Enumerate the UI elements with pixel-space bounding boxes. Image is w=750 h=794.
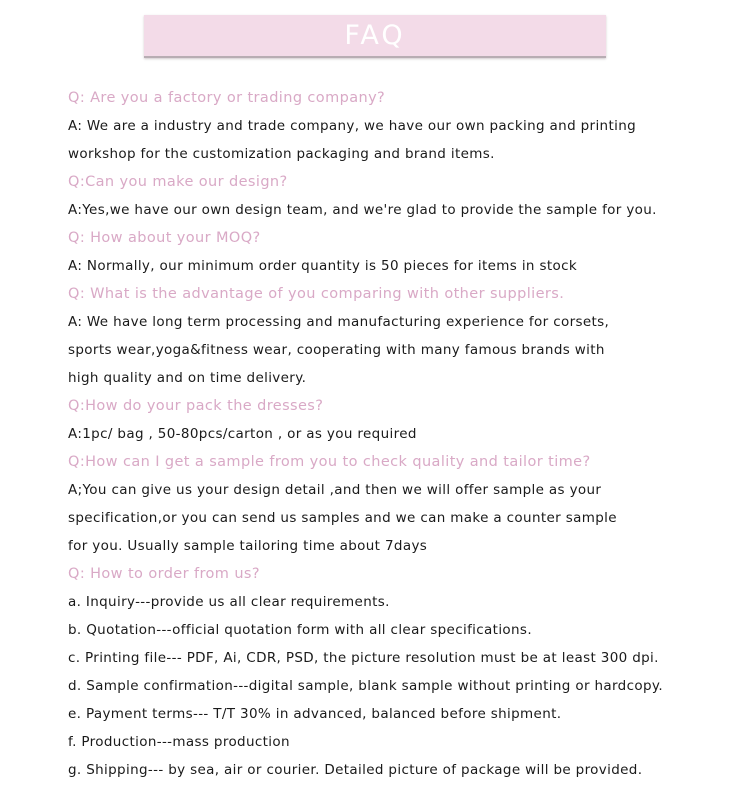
faq-answer: specification,or you can send us samples and we can make a counter sample [68, 510, 617, 526]
faq-answer: workshop for the customization packaging and brand items. [68, 146, 495, 162]
faq-answer: A: We have long term processing and manufacturing experience for corsets, [68, 314, 610, 330]
order-step: a. Inquiry---provide us all clear requirements. [68, 594, 390, 610]
order-step: g. Shipping--- by sea, air or courier. Detailed picture of package will be provided. [68, 762, 643, 778]
faq-question: Q:Can you make our design? [68, 174, 288, 190]
faq-answer: sports wear,yoga&fitness wear, cooperating with many famous brands with [68, 342, 605, 358]
order-step: f. Production---mass production [68, 734, 290, 750]
page-title: FAQ [344, 20, 406, 51]
faq-answer: high quality and on time delivery. [68, 370, 307, 386]
faq-banner [144, 15, 606, 58]
faq-question: Q: How to order from us? [68, 566, 260, 582]
faq-question: Q:How can I get a sample from you to check quality and tailor time? [68, 454, 591, 470]
order-step: e. Payment terms--- T/T 30% in advanced, balanced before shipment. [68, 706, 562, 722]
faq-answer: A;You can give us your design detail ,and then we will offer sample as your [68, 482, 602, 498]
faq-content [68, 84, 748, 784]
order-step: c. Printing file--- PDF, Ai, CDR, PSD, the picture resolution must be at least 300 dpi. [68, 650, 659, 666]
faq-answer: A:Yes,we have our own design team, and we're glad to provide the sample for you. [68, 202, 657, 218]
faq-answer: A:1pc/ bag , 50-80pcs/carton , or as you required [68, 426, 417, 442]
faq-answer: A: Normally, our minimum order quantity is 50 pieces for items in stock [68, 258, 578, 274]
faq-question: Q: Are you a factory or trading company? [68, 90, 386, 106]
faq-question: Q:How do your pack the dresses? [68, 398, 324, 414]
faq-question: Q: How about your MOQ? [68, 230, 261, 246]
faq-question: Q: What is the advantage of you comparing with other suppliers. [68, 286, 565, 302]
order-step: b. Quotation---official quotation form with all clear specifications. [68, 622, 532, 638]
faq-answer: A: We are a industry and trade company, we have our own packing and printing [68, 118, 637, 134]
order-step: d. Sample confirmation---digital sample, blank sample without printing or hardcopy. [68, 678, 663, 694]
faq-answer: for you. Usually sample tailoring time about 7days [68, 538, 428, 554]
